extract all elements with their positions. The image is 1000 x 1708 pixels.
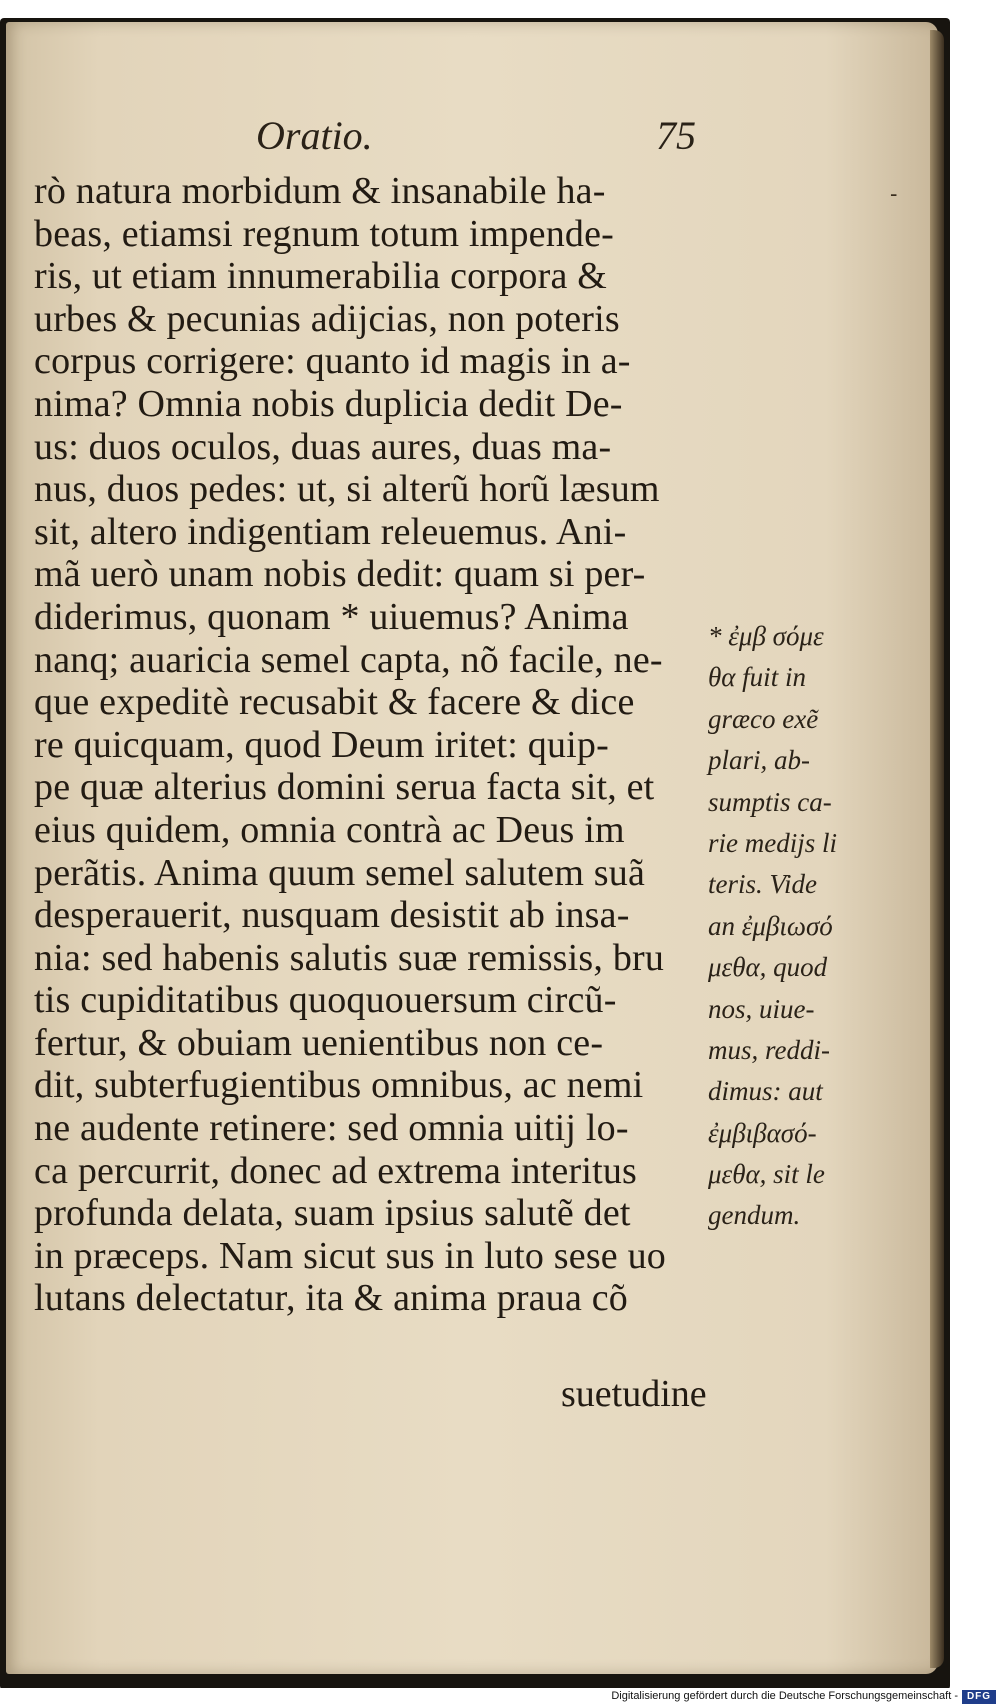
margin-note-line: teris. Vide [708, 869, 817, 900]
running-head [256, 112, 696, 162]
text-line: pe quæ alterius domini serua facta sit, et [34, 766, 655, 809]
margin-note-line: sumptis ca- [708, 786, 832, 817]
dfg-logo: DFG [962, 1690, 996, 1704]
text-line: us: duos oculos, duas aures, duas ma- [34, 425, 612, 468]
margin-note-line: μεθα, quod [708, 952, 828, 983]
margin-note-line: rie medijs li [708, 827, 837, 858]
margin-note-line: mus, reddi- [708, 1034, 830, 1065]
text-line: nima? Omnia nobis duplicia dedit De- [34, 382, 623, 425]
text-line: in præceps. Nam sicut sus in luto sese uo [34, 1234, 666, 1277]
text-line: que expeditè recusabit & facere & dice [34, 681, 635, 724]
page-number: 75 [656, 113, 696, 158]
margin-note-line: dimus: aut [708, 1076, 823, 1107]
text-line: nus, duos pedes: ut, si alterũ horũ læsum [34, 468, 660, 511]
text-line: ca percurrit, donec ad extrema interitus [34, 1149, 638, 1192]
text-line: ne audente retinere: sed omnia uitij lo- [34, 1107, 629, 1150]
margin-note-line: nos, uiue- [708, 993, 815, 1024]
text-line: re quicquam, quod Deum iritet: quip- [34, 723, 609, 766]
text-line: perãtis. Anima quum semel salutem suã [34, 851, 646, 894]
text-line: diderimus, quonam * uiuemus? Anima [34, 595, 629, 638]
marginal-note [708, 616, 878, 1237]
margin-note-line: θα fuit in [708, 662, 806, 693]
text-line: profunda delata, suam ipsius salutẽ det [34, 1192, 631, 1235]
text-line: nanq; auaricia semel capta, nõ facile, ne- [34, 638, 663, 681]
margin-mark: - [890, 182, 898, 207]
margin-note-line: gendum. [708, 1200, 801, 1231]
text-line: dit, subterfugientibus omnibus, ac nemi [34, 1064, 644, 1107]
text-line: corpus corrigere: quanto id magis in a- [34, 340, 631, 383]
text-line: urbes & pecunias adijcias, non poteris [34, 297, 620, 340]
page-edge [930, 30, 944, 1668]
margin-note-line: μεθα, sit le [708, 1159, 825, 1190]
text-line: fertur, & obuiam uenientibus non ce- [34, 1021, 604, 1064]
text-line: mã uerò unam nobis dedit: quam si per- [34, 553, 646, 596]
body-text [34, 170, 734, 1320]
text-line: nia: sed habenis salutis suæ remissis, bru [34, 936, 665, 979]
text-line: sit, altero indigentiam releuemus. Ani- [34, 510, 627, 553]
text-line: beas, etiamsi regnum totum impende- [34, 212, 615, 255]
catchword: suetudine [561, 1373, 707, 1415]
running-title: Oratio. [256, 113, 373, 158]
text-line: ris, ut etiam innumerabilia corpora & [34, 255, 608, 298]
book-page [6, 22, 938, 1674]
margin-note-line: ἐμβιβασό- [708, 1117, 817, 1148]
text-line: tis cupiditatibus quoquouersum circũ- [34, 979, 617, 1022]
text-line: rò natura morbidum & insanabile ha- [34, 170, 606, 212]
text-line: lutans delectatur, ita & anima praua cõ [34, 1277, 628, 1320]
margin-note-line: plari, ab- [708, 745, 811, 776]
text-line: desperauerit, nusquam desistit ab insa- [34, 894, 630, 937]
text-line: eius quidem, omnia contrà ac Deus im [34, 808, 625, 851]
footer-bar [0, 1688, 1000, 1708]
margin-note-line: græco exẽ [708, 703, 819, 734]
margin-note-line: an ἐμβιωσό [708, 910, 833, 941]
margin-note-line: * ἐμβ σόμε [708, 621, 824, 651]
funding-notice: Digitalisierung gefördert durch die Deutsche Forschungsgemeinschaft - [611, 1690, 958, 1702]
